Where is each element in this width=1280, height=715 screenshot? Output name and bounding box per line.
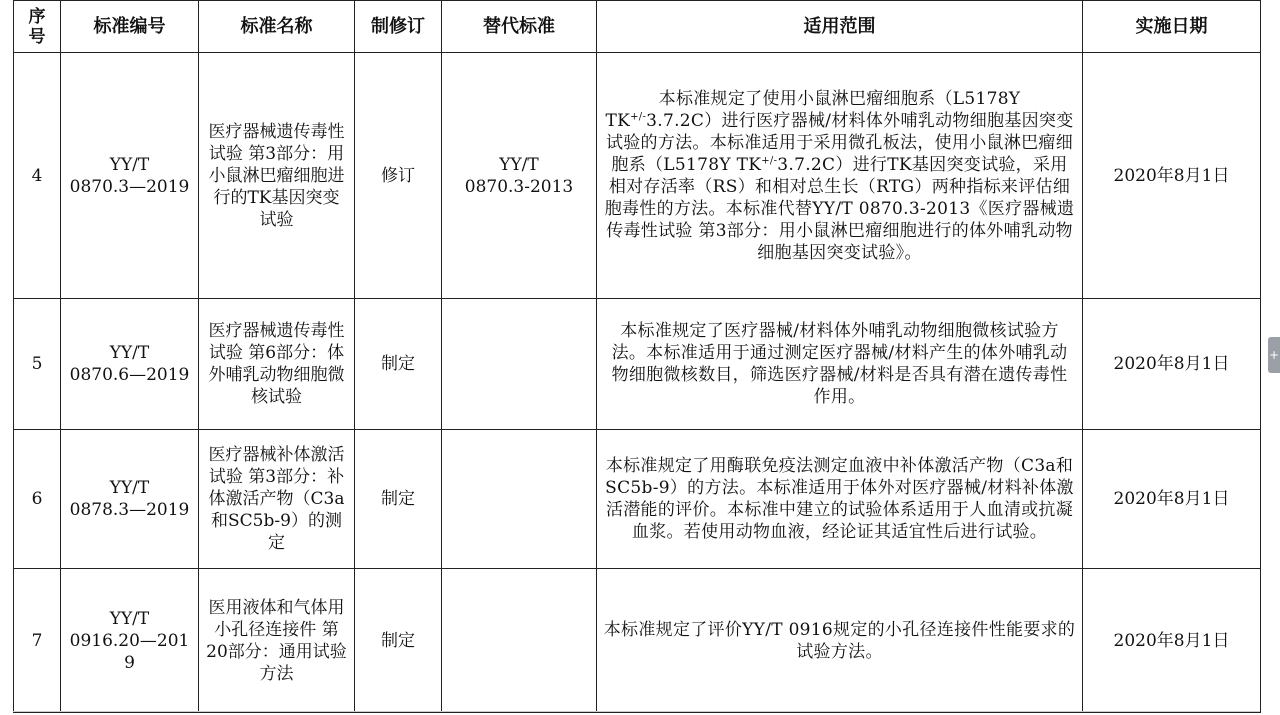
row-date: 2020年8月1日: [1083, 299, 1261, 430]
row-replaced: [442, 569, 597, 713]
row-replaced-line: 0870.3-2013: [464, 176, 574, 197]
scope-text: 本标准规定了使用小鼠淋巴瘤细胞系（L5178Y TK: [605, 88, 1021, 131]
row-code: [61, 430, 199, 569]
row-code-line: 0870.3—2019: [69, 176, 190, 197]
row-replaced: [442, 430, 597, 569]
row-code-line: YY/T: [109, 608, 150, 629]
scope-superscript: +/-: [761, 154, 778, 166]
scope-text: 3.7.2C）进行医疗器械/材料体外哺乳动物细胞基因突变试验的方法。本标准适用于采用微孔板法，使用小鼠淋巴瘤细胞系（L5178Y TK: [605, 110, 1074, 175]
row-type: 制定: [355, 430, 442, 569]
row-index: 7: [14, 569, 61, 713]
row-type: 修订: [355, 53, 442, 299]
header-date: 实施日期: [1083, 1, 1261, 53]
table-row: [14, 569, 1261, 713]
row-scope: [597, 53, 1083, 299]
scope-text: 3.7.2C）进行TK基因突变试验，采用相对存活率（RS）和相对总生长（RTG）两种指标来评估细胞毒性的方法。本标准代替YY/T 0870.3-2013《医疗器械遗传毒性试验 第3部分：用小鼠淋巴瘤细胞进行的体外哺乳动物细胞基因突变试验》。: [604, 154, 1075, 263]
row-date: 2020年8月1日: [1083, 430, 1261, 569]
row-code-line: YY/T: [109, 478, 150, 498]
row-code-line: 0878.3—2019: [69, 500, 190, 520]
row-date: 2020年8月1日: [1083, 569, 1261, 713]
row-index: 6: [14, 430, 61, 569]
header-code: 标准编号: [61, 1, 199, 53]
row-code-line: 9: [124, 652, 135, 673]
standards-table: [13, 0, 1261, 713]
header-type: 制修订: [355, 1, 442, 53]
row-code: [61, 569, 199, 713]
row-replaced: [442, 299, 597, 430]
row-replaced-line: YY/T: [499, 154, 539, 175]
header-index: 序号: [14, 1, 61, 53]
row-code-line: YY/T: [109, 154, 150, 175]
row-index: 4: [14, 53, 61, 299]
row-scope: 本标准规定了用酶联免疫法测定血液中补体激活产物（C3a和SC5b-9）的方法。本标准适用于体外对医疗器械/材料补体激活潜能的评价。本标准中建立的试验体系适用于人血清或抗凝血浆。若使用动物血液，经论证其适宜性后进行试验。: [597, 430, 1083, 569]
row-index: 5: [14, 299, 61, 430]
row-code-line: 0916.20—201: [69, 630, 190, 651]
row-code-line: 0870.6—2019: [69, 365, 190, 385]
plus-icon: +: [1268, 348, 1280, 362]
row-scope: 本标准规定了医疗器械/材料体外哺乳动物细胞微核试验方法。本标准适用于通过测定医疗器械/材料产生的体外哺乳动物细胞微核数目，筛选医疗器械/材料是否具有潜在遗传毒性作用。: [597, 299, 1083, 430]
row-name: 医用液体和气体用小孔径连接件 第20部分：通用试验方法: [199, 569, 355, 713]
header-replaced: 替代标准: [442, 1, 597, 53]
row-type: 制定: [355, 299, 442, 430]
row-code: [61, 53, 199, 299]
row-type: 制定: [355, 569, 442, 713]
table-header-row: [14, 1, 1261, 53]
header-name: 标准名称: [199, 1, 355, 53]
header-scope: 适用范围: [597, 1, 1083, 53]
scope-superscript: +/-: [630, 110, 647, 122]
row-name: 医疗器械遗传毒性试验 第6部分：体外哺乳动物细胞微核试验: [199, 299, 355, 430]
table-row: [14, 299, 1261, 430]
side-tab[interactable]: [1268, 337, 1280, 373]
row-date: 2020年8月1日: [1083, 53, 1261, 299]
footer-divider: [13, 711, 1260, 712]
row-name: 医疗器械补体激活试验 第3部分：补体激活产物（C3a和SC5b-9）的测定: [199, 430, 355, 569]
row-replaced: [442, 53, 597, 299]
row-scope: 本标准规定了评价YY/T 0916规定的小孔径连接件性能要求的试验方法。: [597, 569, 1083, 713]
table-row: [14, 430, 1261, 569]
row-code-line: YY/T: [109, 343, 150, 363]
row-code: [61, 299, 199, 430]
row-name: 医疗器械遗传毒性试验 第3部分：用小鼠淋巴瘤细胞进行的TK基因突变试验: [199, 53, 355, 299]
table-row: [14, 53, 1261, 299]
